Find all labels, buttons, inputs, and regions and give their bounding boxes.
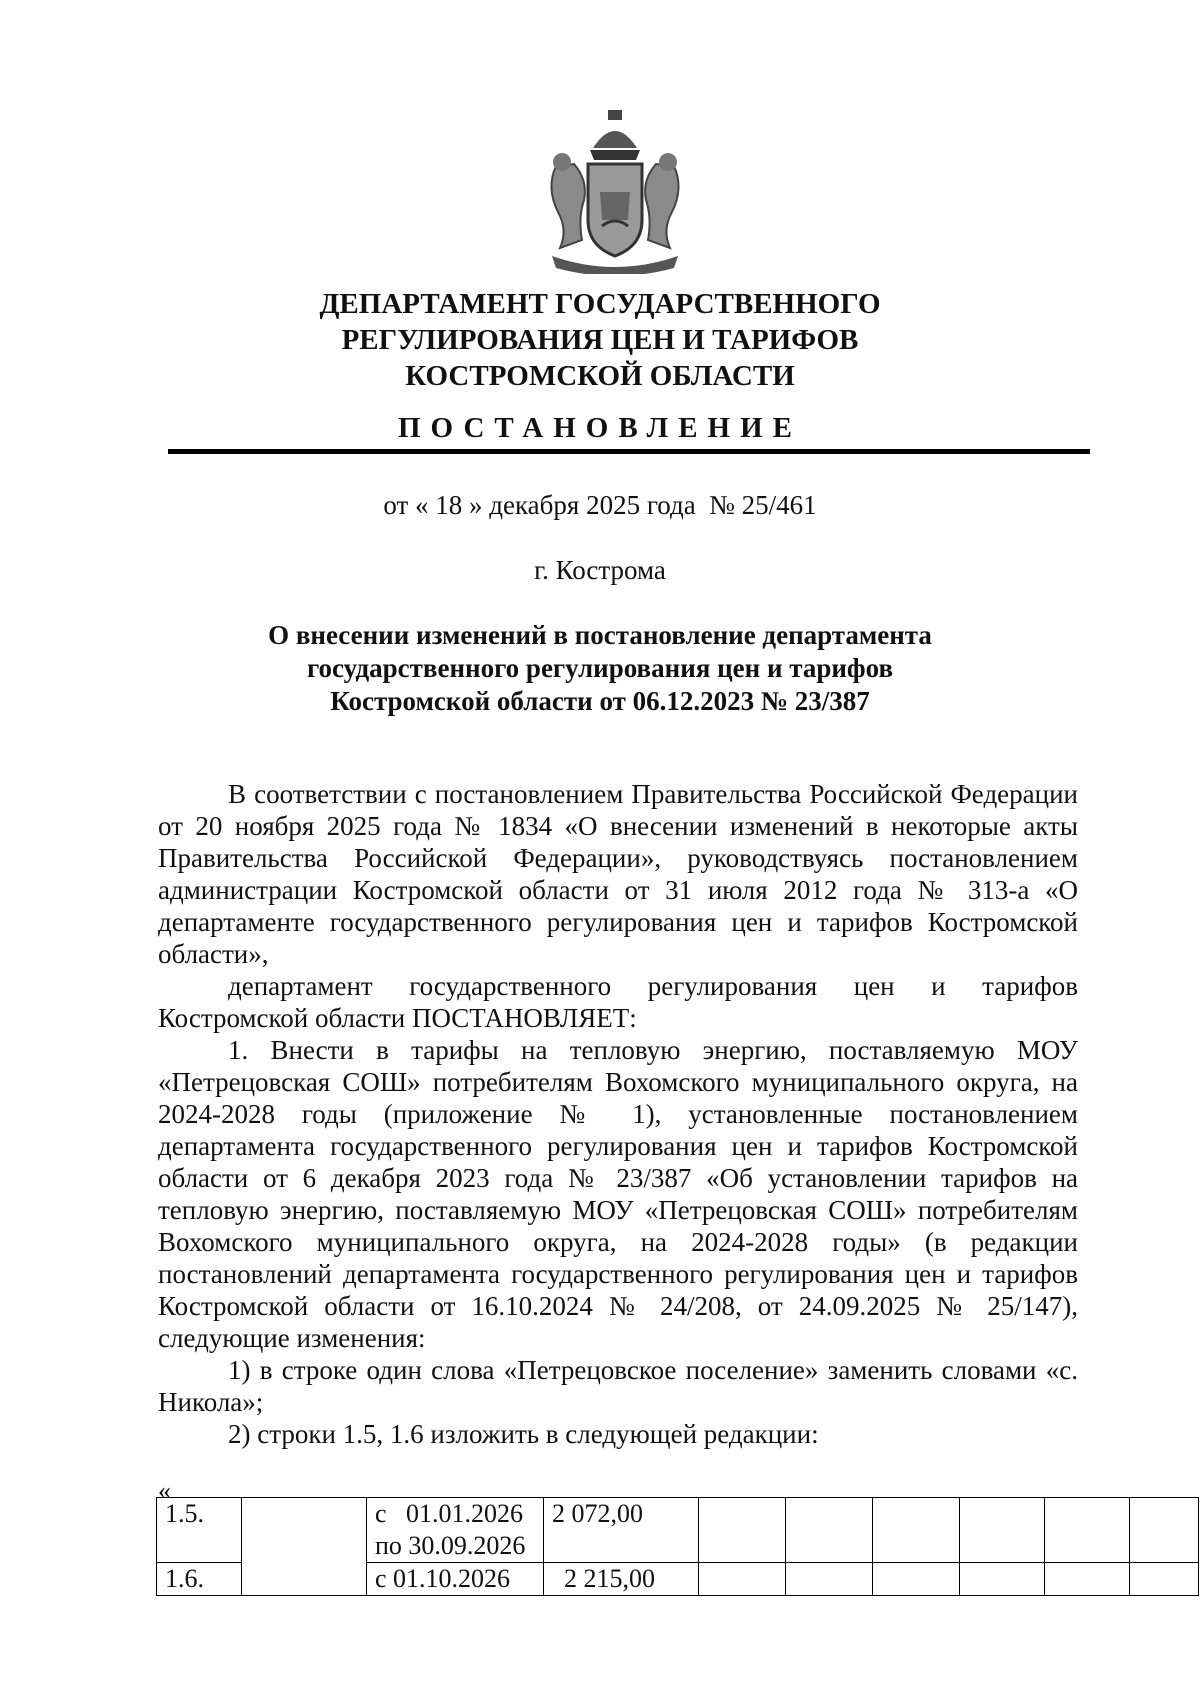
tariff-value: 2 072,00 [544, 1498, 699, 1563]
table-cell [960, 1498, 1045, 1563]
table-cell [960, 1563, 1045, 1596]
period-cell [367, 1498, 544, 1563]
period-start: с 01.10.2026 [367, 1563, 544, 1596]
table-row [157, 1498, 1199, 1563]
issuer-name [150, 286, 1050, 394]
table-cell [1045, 1563, 1130, 1596]
subject-line: О внесении изменений в постановление департамента [268, 620, 932, 650]
paragraph-resolves: департамент государственного регулирования цен и тарифов Костромской области ПОСТАНОВЛЯЕТ: [158, 971, 1078, 1033]
coat-of-arms-icon [538, 108, 692, 274]
table-cell [873, 1498, 960, 1563]
issuer-line: РЕГУЛИРОВАНИЯ ЦЕН И ТАРИФОВ [341, 324, 859, 356]
table-cell [699, 1498, 786, 1563]
table-cell [873, 1563, 960, 1596]
quote-mark: « [158, 1476, 171, 1505]
subject-line: государственного регулирования цен и тарифов [306, 653, 894, 683]
paragraph-subitem-1: 1) в строке один слова «Петрецовское поселение» заменить словами «с. Никола»; [158, 1355, 1078, 1417]
table-cell [699, 1563, 786, 1596]
document-type: ПОСТАНОВЛЕНИЕ [397, 412, 802, 444]
table-cell [242, 1498, 367, 1596]
table-cell [1045, 1498, 1130, 1563]
table-cell [786, 1498, 873, 1563]
period-start: с 01.01.2026 [375, 1499, 524, 1528]
row-number: 1.6. [157, 1563, 242, 1596]
header-divider [168, 449, 1090, 454]
document-city: г. Кострома [534, 555, 666, 585]
table-cell [786, 1563, 873, 1596]
table-cell [1130, 1498, 1199, 1563]
document-subject [150, 619, 1050, 718]
document-date-number: от « 18 » декабря 2025 года № 25/461 [383, 490, 817, 520]
tariff-value: 2 215,00 [544, 1563, 699, 1596]
paragraph-basis: В соответствии с постановлением Правительства Российской Федерации от 20 ноября 2025 года № 1834 «О внесении изменений в некоторые акты Правительства Российской Федерации», руководствуясь постановлением администрации Костромской области от 31 июля 2012 года № 313-а «О департаменте государственного регулирования цен и тарифов Костромской области», [158, 779, 1078, 969]
paragraph-item-1: 1. Внести в тарифы на тепловую энергию, поставляемую МОУ «Петрецовская СОШ» потребителям Вохомского муниципального округа, на 2024-2028 годы (приложение № 1), установленные постановлением департамента государственного регулирования цен и тарифов Костромской области от 6 декабря 2023 года № 23/387 «Об установлении тарифов на тепловую энергию, поставляемую МОУ «Петрецовская СОШ» потребителям Вохомского муниципального округа, на 2024-2028 годы» (в редакции постановлений департамента государственного регулирования цен и тарифов Костромской области от 16.10.2024 № 24/208, от 24.09.2025 № 25/147), следующие изменения: [158, 1035, 1078, 1353]
row-number: 1.5. [157, 1498, 242, 1563]
tariff-table [156, 1497, 1199, 1596]
table-cell [1130, 1563, 1199, 1596]
issuer-line: ДЕПАРТАМЕНТ ГОСУДАРСТВЕННОГО [319, 288, 881, 320]
issuer-line: КОСТРОМСКОЙ ОБЛАСТИ [405, 360, 795, 392]
period-end: по 30.09.2026 [375, 1531, 526, 1560]
paragraph-subitem-2: 2) строки 1.5, 1.6 изложить в следующей редакции: [228, 1419, 819, 1449]
document-body [158, 778, 1078, 1450]
subject-line: Костромской области от 06.12.2023 № 23/387 [330, 686, 870, 716]
